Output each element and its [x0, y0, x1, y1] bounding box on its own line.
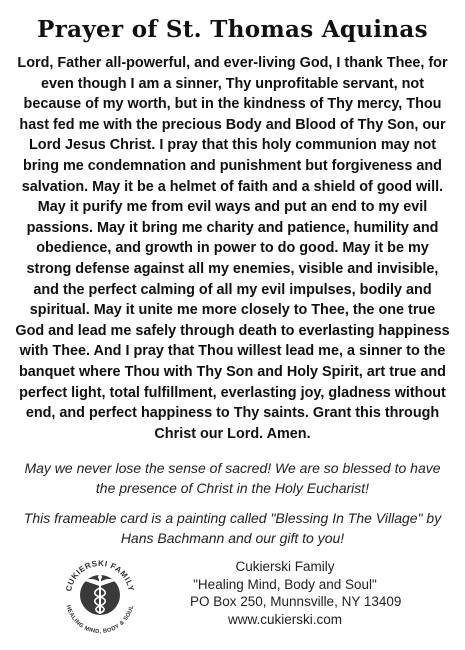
contact-website[interactable]: www.cukierski.com	[227, 611, 343, 627]
contact-name: Cukierski Family	[235, 559, 335, 574]
logo-bottom-text: HEALING MIND, BODY & SOUL	[64, 604, 136, 636]
card-title: Prayer of St. Thomas Aquinas	[37, 16, 428, 43]
logo-top-text: CUKIERSKI FAMILY	[64, 558, 136, 593]
frame-note-text: This frameable card is a painting called "Blessing In The Village" by Hans Bachmann and our gift to you!	[23, 510, 442, 546]
reflection-text: May we never lose the sense of sacred! We are so blessed to have the presence of Christ in the Holy Eucharist!	[24, 460, 441, 496]
prayer-text: Lord, Father all-powerful, and ever-living God, I thank Thee, for even though I am a sinner, Thy unprofitable servant, not because of my worth, but in the kindness of Thy mercy, Thou hast fed me with the precious Body and Blood of Thy Son, our Lord Jesus Christ. I pray that this holy communion may not bring me condemnation and punishment but forgiveness and salvation. May it be a helmet of faith and a shield of good will. May it purify me from evil ways and put an end to my evil passions. May it bring me charity and patience, humility and obedience, and growth in power to do good. May it be my strong defense against all my enemies, visible and invisible, and the perfect calming of all my evil impulses, bodily and spiritual. May it unite me more closely to Thee, the one true God and lead me safely through death to everlasting happiness with Thee. And I pray that Thou willest lead me, a sinner to the banquet where Thou with Thy Son and Holy Spirit, art true and perfect light, total fulfillment, everlasting joy, gladness without end, and perfect happiness to Thy saints. Grant this through Christ our Lord. Amen.	[15, 55, 450, 442]
contact-tagline: "Healing Mind, Body and Soul"	[193, 576, 377, 592]
contact-block	[190, 558, 402, 628]
cukierski-family-logo	[58, 553, 142, 637]
contact-address: PO Box 250, Munnsville, NY 13409	[190, 594, 402, 609]
caduceus-icon	[58, 553, 142, 637]
